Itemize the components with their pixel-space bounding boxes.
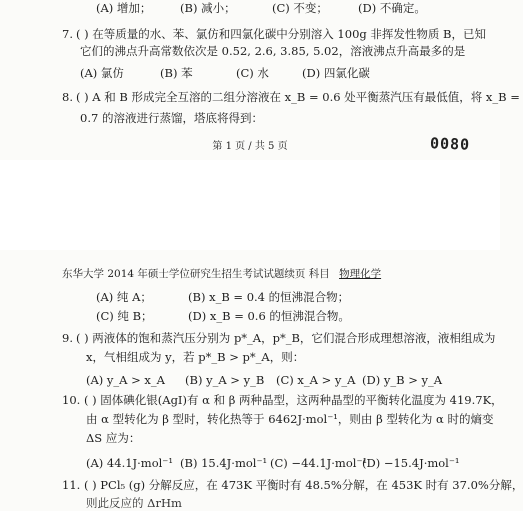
q7-option-b: (B) 苯 xyxy=(160,66,193,80)
q8-number: 8. xyxy=(62,90,73,104)
exam-page-1-fragment xyxy=(0,0,520,160)
q8-option-a: (A) 纯 A； xyxy=(96,290,152,304)
exam-page-2-fragment xyxy=(0,250,523,510)
q7-option-c: (C) 水 xyxy=(236,66,269,80)
q8-text-line-1: ( ) A 和 B 形成完全互溶的二组分溶液在 x_B = 0.6 处平衡蒸汽压有最低值，将 x_B = xyxy=(76,90,520,104)
q9-text-line-2: x，气相组成为 y，若 p*_B > p*_A，则： xyxy=(86,350,305,364)
q9-option-b: (B) y_A > y_B xyxy=(185,373,265,387)
q9-text-line-1: ( ) 两液体的饱和蒸汽压分别为 p*_A，p*_B，它们混合形成理想溶液，液相组成为 xyxy=(76,331,496,345)
q8-option-c: (C) 纯 B； xyxy=(96,309,153,323)
q11-text-line-1: ( ) PCl₅ (g) 分解反应，在 473K 平衡时有 48.5%分解，在 453K 时有 37.0%分解， xyxy=(84,478,523,492)
q10-option-c: (C) −44.1J·mol⁻¹ xyxy=(270,456,368,470)
q7-option-d: (D) 四氯化碳 xyxy=(302,66,370,80)
q7-number: 7. xyxy=(62,27,73,41)
q11-number: 11. xyxy=(62,478,81,492)
q11-text-line-2: 则此反应的 ΔrHm xyxy=(86,496,182,510)
q8-option-b: (B) x_B = 0.4 的恒沸混合物； xyxy=(188,290,350,304)
q10-option-b: (B) 15.4J·mol⁻¹ xyxy=(180,456,268,470)
q9-option-a: (A) y_A > x_A xyxy=(86,373,165,387)
page-footer: 第 1 页 / 共 5 页 xyxy=(212,141,288,152)
q8-text-line-2: 0.7 的溶液进行蒸馏，塔底将得到： xyxy=(80,111,263,125)
q9-option-c: (C) x_A > y_A xyxy=(276,373,356,387)
page-header xyxy=(62,266,381,281)
q10-option-a: (A) 44.1J·mol⁻¹ xyxy=(86,456,173,470)
q10-option-d: (D) −15.4J·mol⁻¹ xyxy=(362,456,460,470)
q6-option-d: (D) 不确定。 xyxy=(358,1,426,15)
q6-option-c: (C) 不变； xyxy=(272,1,328,15)
q6-option-b: (B) 减小； xyxy=(180,1,236,15)
q7-text-line-1: ( ) 在等质量的水、苯、氯仿和四氯化碳中分别溶入 100g 非挥发性物质 B，已知 xyxy=(76,27,487,41)
q10-text-line-2: 由 α 型转化为 β 型时，转化热等于 6462J·mol⁻¹，则由 β 型转化为 α 时的熵变 xyxy=(86,412,494,426)
q7-option-a: (A) 氯仿 xyxy=(80,66,124,80)
q8-option-d: (D) x_B = 0.6 的恒沸混合物。 xyxy=(188,309,350,323)
q10-number: 10. xyxy=(62,393,81,407)
q10-text-line-3: ΔS 应为： xyxy=(86,431,141,445)
q9-option-d: (D) y_B > y_A xyxy=(362,373,443,387)
q10-text-line-1: ( ) 固体碘化银(AgI)有 α 和 β 两种晶型，这两种晶型的平衡转化温度为 419.7K， xyxy=(84,393,503,407)
page-header-text: 东华大学 2014 年硕士学位研究生招生考试试题续页 科目 xyxy=(62,268,330,280)
q6-option-a: (A) 增加； xyxy=(96,1,152,15)
page-gap xyxy=(0,160,500,250)
q7-text-line-2: 它们的沸点升高常数依次是 0.52, 2.6, 3.85, 5.02，溶液沸点升高最多的是 xyxy=(80,44,466,58)
page-header-subject: 物理化学 xyxy=(339,268,382,280)
q9-number: 9. xyxy=(62,331,73,345)
page-stamp-number: 0080 xyxy=(429,134,471,154)
